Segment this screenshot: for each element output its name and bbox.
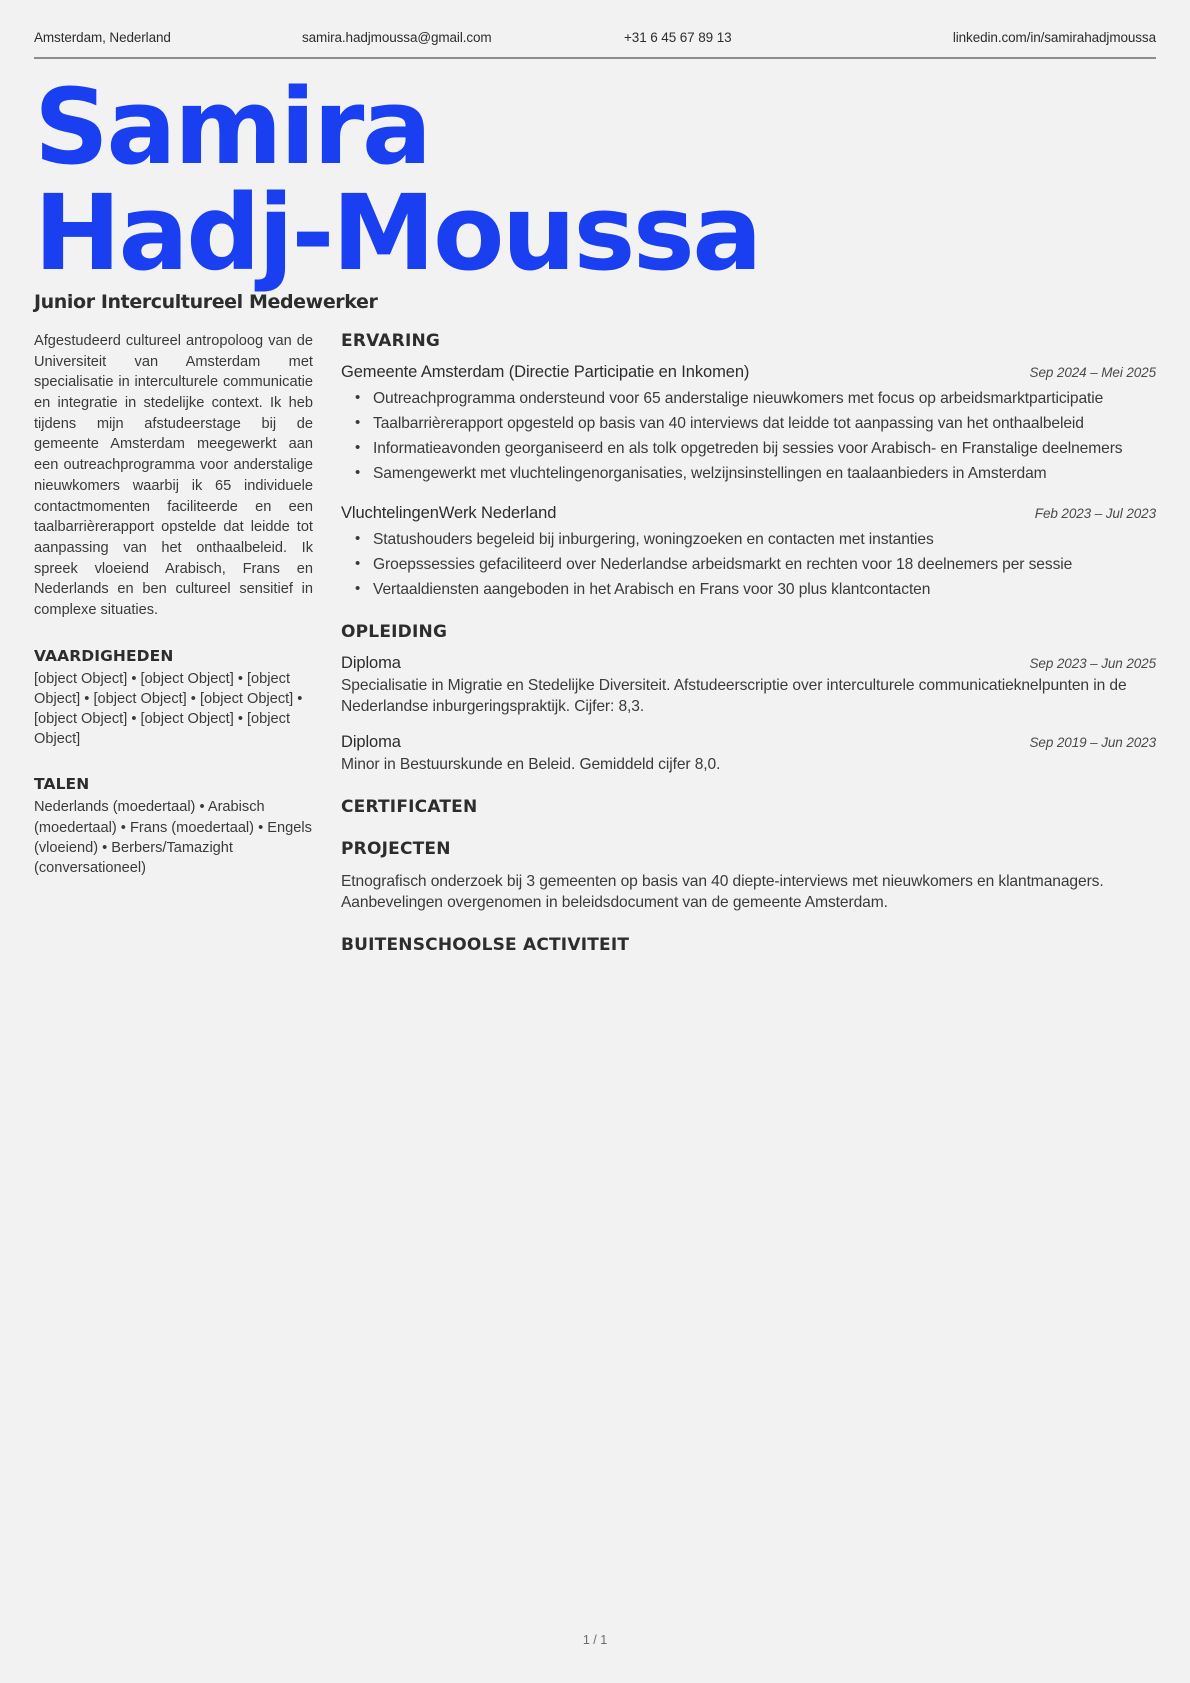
education-entry: [341, 733, 1156, 775]
entry-header: [341, 733, 1156, 752]
education-heading: OPLEIDING: [341, 622, 448, 643]
employer-name: VluchtelingenWerk Nederland: [341, 504, 557, 522]
bullet-dot-icon: •: [355, 438, 361, 456]
first-name: Samira: [34, 66, 430, 188]
sidebar-column: [34, 331, 341, 878]
bullet-text: Samengewerkt met vluchtelingenorganisaties, welzijnsinstellingen en taalaanbieders in Amsterdam: [373, 464, 1047, 482]
degree-name: Diploma: [341, 733, 401, 752]
experience-bullets: [341, 388, 1156, 484]
bullet-text: Taalbarrièrerapport opgesteld op basis van 40 interviews dat leidde tot aanpassing van het onthaalbeleid: [373, 414, 1084, 432]
bullet-text: Groepssessies gefaciliteerd over Nederlandse arbeidsmarkt en rechten voor 18 deelnemers per sessie: [373, 556, 1073, 574]
skills-list: [object Object] • [object Object] • [object Object] • [object Object] • [object Object] • [object Object] • [object Object] • [object Object]: [34, 670, 303, 748]
certificates-heading: CERTIFICATEN: [341, 797, 478, 818]
bullet-item: [345, 529, 1156, 550]
bullet-item: [345, 554, 1156, 575]
languages-list: Nederlands (moedertaal) • Arabisch (moedertaal) • Frans (moedertaal) • Engels (vloeiend) • Berbers/Tamazight (conversationeel): [34, 799, 312, 876]
bullet-item: [345, 579, 1156, 600]
bullet-dot-icon: •: [355, 555, 361, 573]
section-certificates: [341, 797, 1156, 817]
bullet-text: Informatieavonden georganiseerd en als tolk opgetreden bij sessies voor Arabisch- en Franstalige deelnemers: [373, 439, 1123, 457]
projects-description: Etnografisch onderzoek bij 3 gemeenten op basis van 40 diepte-interviews met nieuwkomers en klantmanagers. Aanbevelingen overgenomen in beleidsdocument van de gemeente Amsterdam.: [341, 873, 1104, 912]
education-dates: Sep 2023 – Jun 2025: [1029, 656, 1156, 672]
bullet-dot-icon: •: [355, 413, 361, 431]
experience-entry: [341, 504, 1156, 600]
entry-header: [341, 654, 1156, 673]
bullet-text: Statushouders begeleid bij inburgering, woningzoeken en contacten met instanties: [373, 531, 934, 548]
education-dates: Sep 2019 – Jun 2023: [1029, 735, 1156, 751]
bullet-dot-icon: •: [355, 530, 361, 547]
degree-name: Diploma: [341, 654, 401, 673]
bullet-item: [345, 438, 1156, 459]
entry-header: [341, 363, 1156, 382]
bullet-item: [345, 413, 1156, 434]
education-description: Specialisatie in Migratie en Stedelijke Diversiteit. Afstudeerscriptie over interculturele communicatieknelpunten in de Nederlandse inburgeringspraktijk. Cijfer: 8,3.: [341, 677, 1127, 716]
employment-dates: Sep 2024 – Mei 2025: [1029, 364, 1156, 380]
contact-header: [0, 0, 1190, 45]
experience-bullets: [341, 529, 1156, 600]
section-experience: [341, 331, 1156, 600]
resume-body: [0, 313, 1190, 956]
section-education: [341, 622, 1156, 775]
main-column: [341, 331, 1156, 956]
extracurricular-heading: BUITENSCHOOLSE ACTIVITEIT: [341, 935, 630, 956]
bullet-item: [345, 388, 1156, 409]
contact-location: Amsterdam, Nederland: [34, 30, 171, 45]
bullet-dot-icon: •: [355, 463, 361, 481]
projects-heading: PROJECTEN: [341, 839, 451, 860]
bullet-dot-icon: •: [355, 580, 361, 598]
employer-name: Gemeente Amsterdam (Directie Participatie en Inkomen): [341, 362, 750, 381]
section-extracurricular: [341, 935, 1156, 955]
education-description: Minor in Bestuurskunde en Beleid. Gemiddeld cijfer 8,0.: [341, 756, 721, 774]
section-projects: [341, 839, 1156, 913]
contact-email[interactable]: samira.hadjmoussa@gmail.com: [302, 30, 492, 45]
employment-dates: Feb 2023 – Jul 2023: [1034, 506, 1156, 521]
bullet-dot-icon: •: [355, 388, 361, 406]
last-name: Hadj-Moussa: [34, 171, 760, 294]
bullet-item: [345, 463, 1156, 484]
entry-header: [341, 504, 1156, 523]
job-title: Junior Intercultureel Medewerker: [34, 290, 378, 313]
experience-heading: ERVARING: [341, 330, 441, 351]
education-entry: [341, 654, 1156, 717]
contact-linkedin[interactable]: linkedin.com/in/samirahadjmoussa: [952, 30, 1156, 45]
skills-heading: VAARDIGHEDEN: [34, 646, 174, 665]
profile-summary: Afgestudeerd cultureel antropoloog van de Universiteit van Amsterdam met specialisatie in interculturele communicatie en integratie in stedelijke context. Ik heb tijdens mijn afstudeerstage bij de gemeente Amsterdam meegewerkt aan een outreachprogramma voor anderstalige nieuwkomers waarbij ik 65 individuele contactmomenten faciliteerde en een taalbarrièrerapport opstelde dat leidde tot aanpassing van het onthaalbeleid. Ik spreek vloeiend Arabisch, Frans en Nederlands en ben cultureel sensitief in complexe situaties.: [34, 332, 313, 619]
bullet-text: Vertaaldiensten aangeboden in het Arabisch en Frans voor 30 plus klantcontacten: [373, 581, 931, 599]
languages-heading: TALEN: [34, 775, 90, 794]
name-block: [0, 59, 1190, 294]
page-indicator: 1 / 1: [582, 1633, 608, 1647]
bullet-text: Outreachprogramma ondersteund voor 65 anderstalige nieuwkomers met focus op arbeidsmarktparticipatie: [373, 389, 1104, 407]
contact-phone[interactable]: +31 6 45 67 89 13: [624, 30, 732, 45]
experience-entry: [341, 363, 1156, 484]
